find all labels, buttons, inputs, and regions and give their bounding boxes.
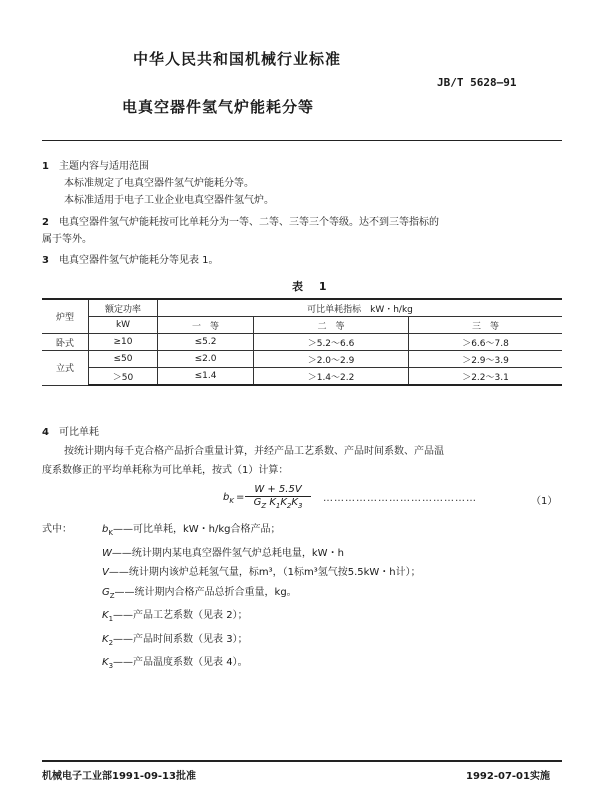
symbol-definitions: 式中： $b_K——$可比单耗，kW・h/kg合格产品； W——统计期内某电真空器件氢气炉总耗电量，kW・h V——统计期内该炉总耗氢气量，标m³，（1标m³氢气按5.5kW・h计）； $G_Z——$统计期内合格产品总折合重量，kg。 $K_1——$产品工艺系数（见表 2）； $K_2——$产品时间系数（见表 3）； $K_3——$产品温度系数（见表 4）。 (42, 520, 421, 677)
table-row (42, 351, 562, 368)
definition-text: ——产品温度系数（见表 4）。 (113, 657, 248, 668)
definition-text: ——统计期内某电真空器件氢气炉总耗电量，kW・h (111, 547, 344, 559)
section-1-paragraph-1: 本标准规定了电真空器件氢气炉能耗分等。 (64, 178, 254, 189)
energy-grade-table (42, 298, 562, 386)
table-cell-grade-3: ＞2.2～3.1 (409, 368, 562, 386)
standard-number: JB/T 5628—91 (437, 76, 517, 89)
table-header-index: 可比单耗指标 kW・h/kg (158, 299, 563, 317)
table-cell-grade-2: ＞1.4～2.2 (254, 368, 409, 386)
section-1-heading: 主题内容与适用范围 (58, 161, 149, 172)
definition-text: ——可比单耗，kW・h/kg合格产品； (112, 524, 281, 535)
table-header-grade-2: 二 等 (254, 317, 409, 334)
table-cell-power: ＞50 (89, 368, 158, 386)
table-row (42, 368, 562, 386)
definition-symbol: b (102, 524, 109, 535)
definition-symbol: K (102, 657, 109, 668)
section-2-number: 2 (42, 217, 49, 228)
section-3-number: 3 (42, 255, 49, 266)
footer-divider (42, 760, 562, 762)
formula-fraction (245, 484, 311, 510)
formula-1 (223, 484, 563, 514)
definitions-label: 式中： (42, 524, 72, 535)
implementation-date: 1992-07-01实施 (466, 771, 550, 782)
definition-symbol: G (102, 586, 110, 598)
definition-text: ——产品时间系数（见表 3）； (113, 633, 248, 645)
formula-number: （1） (531, 496, 558, 507)
table-header-furnace-type: 炉型 (42, 299, 89, 334)
table-cell-grade-2: ＞5.2～6.6 (254, 334, 409, 351)
definition-symbol: V (102, 567, 109, 578)
table-1-title: 表 1 (292, 280, 333, 293)
table-cell-type: 立式 (42, 351, 89, 386)
formula-numerator: W + 5.5V (245, 484, 311, 497)
document-title: 电真空器件氢气炉能耗分等 (122, 98, 315, 116)
section-4 (42, 426, 562, 478)
section-2-line-1: 电真空器件氢气炉能耗按可比单耗分为一等、二等、三等三个等级。达不到三等指标的 (58, 217, 439, 228)
table-cell-grade-1: ≤1.4 (158, 368, 254, 386)
section-4-paragraph-2: 度系数修正的平均单耗称为可比单耗，按式（1）计算： (42, 465, 289, 476)
standard-organization-header: 中华人民共和国机械行业标准 (133, 50, 342, 68)
definition-text: ——统计期内该炉总耗氢气量，标m³，（1标m³氢气按5.5kW・h计）； (108, 567, 421, 578)
section-4-heading: 可比单耗 (58, 427, 99, 438)
table-header-grade-3: 三 等 (409, 317, 562, 334)
section-1 (42, 160, 562, 208)
definition-text: ——产品工艺系数（见表 2）； (113, 610, 248, 621)
table-cell-grade-1: ≤2.0 (158, 351, 254, 368)
section-4-paragraph-1: 按统计期内每千克合格产品折合重量计算，并经产品工艺系数、产品时间系数、产品温 (64, 446, 444, 457)
header-divider (42, 140, 562, 141)
definition-symbol: K (102, 610, 109, 621)
formula-leader-dots: …………………………………… (323, 493, 477, 504)
definition-symbol: K (102, 633, 109, 645)
table-cell-grade-3: ＞6.6～7.8 (409, 334, 562, 351)
table-cell-power: ≥10 (89, 334, 158, 351)
table-header-rated-power: 额定功率 (89, 299, 158, 317)
formula-equals: = (236, 492, 245, 503)
approval-date: 机械电子工业部1991-09-13批准 (42, 771, 196, 782)
formula-denominator: $G_Z$ $K_1K_2K_3$ (253, 497, 303, 510)
section-1-number: 1 (42, 161, 49, 172)
table-cell-grade-3: ＞2.9～3.9 (409, 351, 562, 368)
table-cell-grade-1: ≤5.2 (158, 334, 254, 351)
section-4-number: 4 (42, 427, 49, 438)
table-cell-grade-2: ＞2.0～2.9 (254, 351, 409, 368)
table-cell-type: 卧式 (42, 334, 89, 351)
definition-text: ——统计期内合格产品总折合重量，kg。 (114, 586, 297, 598)
section-3-text: 电真空器件氢气炉能耗分等见表 1。 (58, 255, 219, 266)
table-header-power-unit: kW (89, 317, 158, 334)
section-1-paragraph-2: 本标准适用于电子工业企业电真空器件氢气炉。 (64, 195, 274, 206)
formula-lhs: $b_K$ (223, 492, 234, 505)
section-3 (42, 254, 562, 268)
table-cell-power: ≤50 (89, 351, 158, 368)
section-2 (42, 216, 562, 247)
definition-symbol: W (102, 547, 112, 559)
section-2-line-2: 属于等外。 (42, 234, 92, 245)
table-row (42, 334, 562, 351)
table-header-grade-1: 一 等 (158, 317, 254, 334)
